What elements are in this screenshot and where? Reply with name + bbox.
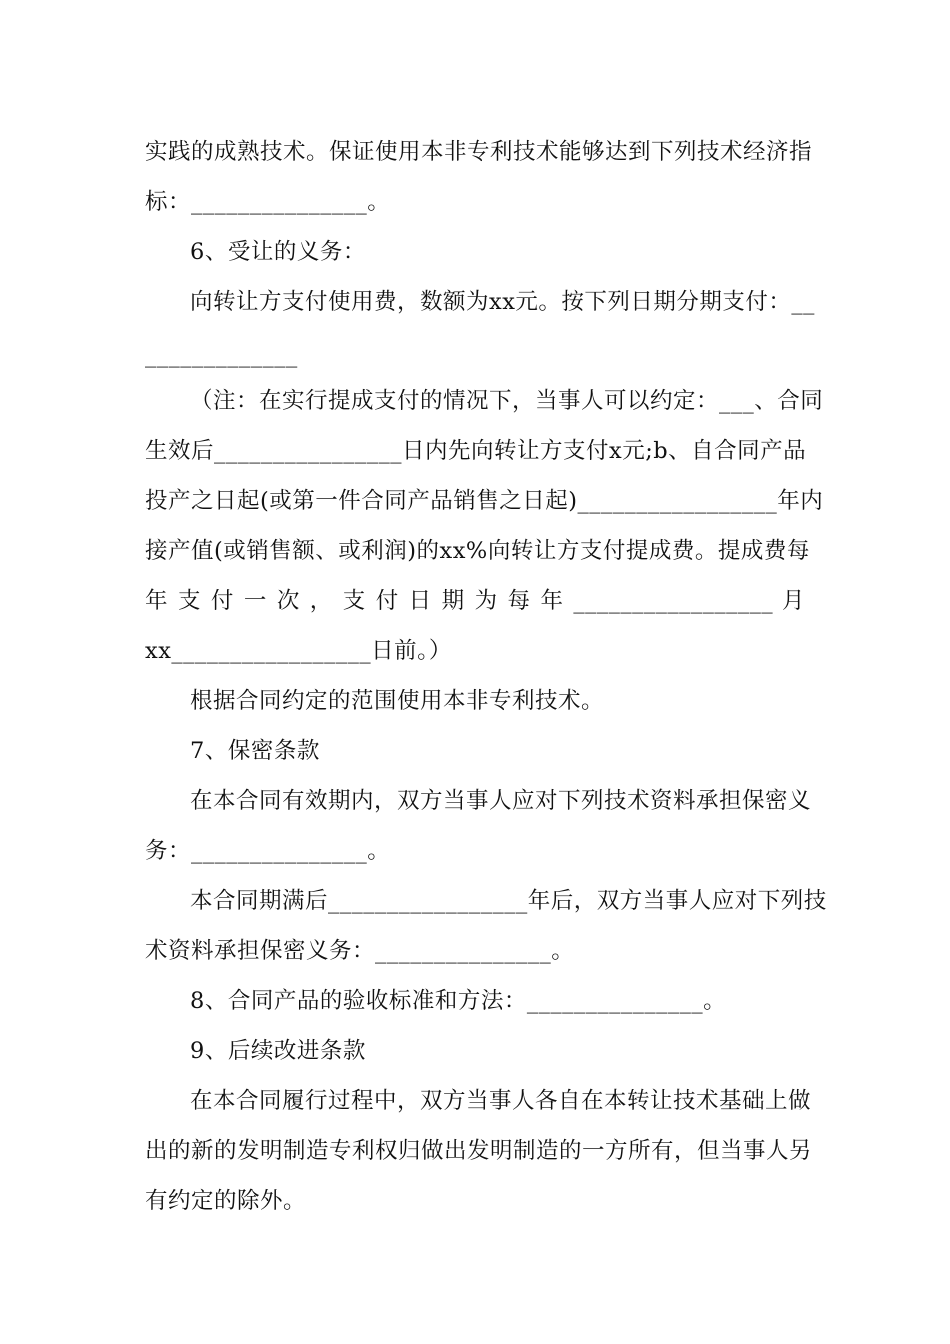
paragraph-line-improvements-1: 在本合同履行过程中，双方当事人各自在本转让技术基础上做: [190, 1088, 812, 1114]
paragraph-line-note-start: （注：在实行提成支付的情况下，当事人可以约定：___、合同: [190, 388, 824, 414]
paragraph-line-payment-blank: _____________: [145, 342, 298, 368]
paragraph-line-note-3: 投产之日起(或第一件合同产品销售之日起)_________________年内: [145, 488, 824, 514]
paragraph-line-after-term-1: 本合同期满后_________________年后，双方当事人应对下列技: [190, 888, 827, 914]
paragraph-line-confidentiality-1: 在本合同有效期内，双方当事人应对下列技术资料承担保密义: [190, 788, 812, 814]
paragraph-line-scope: 根据合同约定的范围使用本非专利技术。: [190, 688, 605, 714]
section-heading-improvements: 9、后续改进条款: [190, 1038, 366, 1064]
paragraph-line-note-end: xx_________________日前。）: [145, 638, 452, 664]
paragraph-line-confidentiality-2: 务：_______________。: [145, 838, 391, 864]
section-heading-confidentiality: 7、保密条款: [190, 738, 320, 764]
paragraph-line-note-4: 接产值(或销售额、或利润)的xx%向转让方支付提成费。提成费每: [145, 538, 810, 564]
paragraph-line-improvements-3: 有约定的除外。: [145, 1188, 307, 1214]
section-heading-assignee-obligations: 6、受让的义务：: [190, 239, 366, 265]
paragraph-line-note-2: 生效后________________日内先向转让方支付x元;b、自合同产品: [145, 438, 807, 464]
paragraph-line-technical-indicators: 实践的成熟技术。保证使用本非专利技术能够达到下列技术经济指: [145, 139, 813, 165]
section-heading-acceptance: 8、合同产品的验收标准和方法：_______________。: [190, 988, 727, 1014]
paragraph-line-improvements-2: 出的新的发明制造专利权归做出发明制造的一方所有，但当事人另: [145, 1138, 813, 1164]
paragraph-line-payment: 向转让方支付使用费，数额为xx元。按下列日期分期支付：__: [190, 289, 815, 315]
paragraph-line-indicator-blank: 标：_______________。: [145, 189, 391, 215]
paragraph-line-note-5: 年 支 付 一 次 ， 支 付 日 期 为 每 年 _________________ 月: [145, 588, 805, 614]
paragraph-line-after-term-2: 术资料承担保密义务：_______________。: [145, 938, 575, 964]
